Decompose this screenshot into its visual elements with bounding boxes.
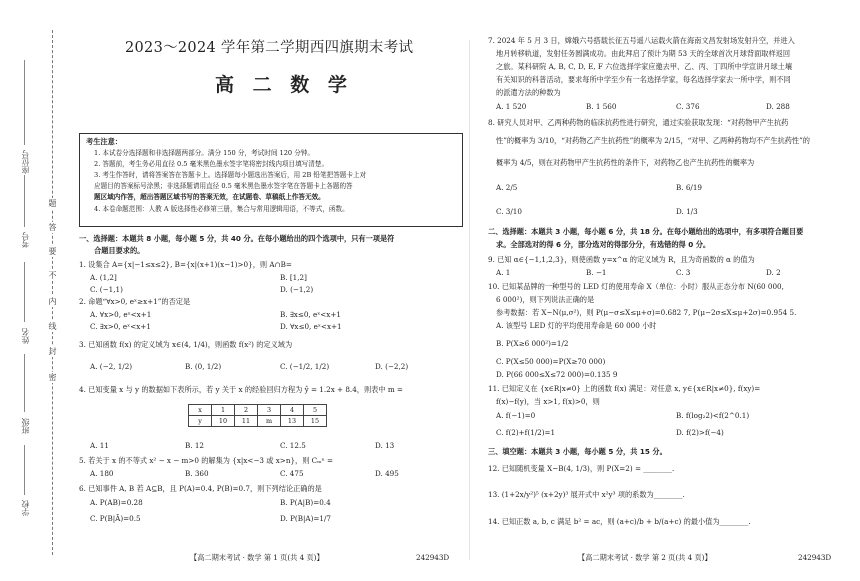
- option: D. (−1,2): [280, 285, 314, 294]
- question-13: 13. (1+2x/y²)⁵ (x+2y)³ 展开式中 x²y³ 项的系数为________.: [488, 490, 685, 499]
- paper-code: 242943D: [416, 553, 450, 562]
- option: A. (−2, 1/2): [90, 362, 133, 371]
- question-7-line: 有关知识的科普活动，要求每所中学至少有一名选择学家，每名选择学家去一所中学，则不同: [496, 75, 791, 84]
- notice-line: 2. 答题前，考生务必用直径 0.5 毫米黑色墨水签字笔将密封线内项目填写清楚。: [94, 160, 329, 168]
- question-10-line: 10. 已知某品牌的一种型号的 LED 灯的使用寿命 X（单位：小时）服从正态分布 N(60 000,: [488, 282, 784, 291]
- section-1-heading: 一、选择题：本题共 8 小题，每小题 5 分，共 40 分。在每小题给出的四个选项中，只有一项是符: [79, 234, 395, 243]
- school-field: [24, 445, 25, 495]
- option: A. 180: [90, 469, 114, 478]
- exam-page-2: [478, 0, 854, 581]
- seal-char: 不: [48, 271, 57, 280]
- option: C. 376: [676, 102, 700, 111]
- notice-line: 3. 考生作答时，请将答案答在答题卡上。选择题每小题选出答案后，用 2B 铅笔把答题卡上对: [94, 171, 367, 179]
- question-8-line: 概率为 4/5，则在对药物甲产生抗药性的条件下，对药物乙也产生抗药性的概率为: [496, 158, 755, 167]
- option: A. (1,2]: [90, 273, 117, 282]
- option: D. 288: [766, 102, 790, 111]
- option: B. f(log₂2)<f(2^0.1): [676, 411, 750, 420]
- name-field: [24, 262, 25, 322]
- option: D. 495: [375, 469, 399, 478]
- question-8-line: 8. 研究人员对甲、乙两种药物的临床抗药性进行研究，通过实验获取发现：“对药物甲产生抗药: [488, 118, 789, 127]
- option: A. 该型号 LED 灯的平均使用寿命是 60 000 小时: [496, 321, 657, 330]
- option: B. ∃x≤0, eˣ<x+1: [280, 310, 341, 319]
- exam-number-label: 考号: [21, 232, 30, 248]
- section-1-heading-cont: 合题目要求的。: [94, 246, 145, 255]
- question-7-line: 之旅。某科研院 A, B, C, D, E, F 六位选择学家应邀去甲、乙、丙、丁四所中学宣讲月球土壤: [496, 62, 793, 71]
- question-2: 2. 命题“∀x>0, eˣ≥x+1”的否定是: [79, 297, 191, 306]
- option: B. P(X≥6 000²)=1/2: [496, 339, 569, 348]
- option: D. f(2)>f(−4): [676, 428, 724, 437]
- table-row: [189, 416, 327, 427]
- option: C. (−1,1): [90, 285, 123, 294]
- question-7-line: 地月转移轨道，发射任务圆满成功。由此拜启了预计为期 53 天的全球首次月球背面取样返回: [496, 49, 791, 58]
- option: D. 2: [766, 268, 781, 277]
- subject-title: 高 二 数 学: [215, 74, 353, 96]
- table-cell: 1: [212, 405, 235, 416]
- seal-char: 线: [48, 322, 57, 331]
- page-divider: [469, 40, 470, 560]
- exam-title: 2023～2024 学年第二学期西四旗期末考试: [125, 40, 414, 56]
- option: A. P(AB)=0.28: [90, 498, 143, 507]
- question-11-line: 11. 已知定义在 {x∈R|x≠0} 上的函数 f(x) 满足：对任意 x, y∈{x∈R|x≠0}, f(xy)=: [488, 384, 761, 393]
- table-cell: 2: [235, 405, 258, 416]
- seal-char: 要: [48, 247, 57, 256]
- notice-line: 题区域内作答，超出答题区域书写的答案无效，在试题卷、草稿纸上作答无效。: [94, 193, 325, 201]
- table-cell: 13: [281, 416, 304, 427]
- question-6: 6. 已知事件 A, B 若 A⊆B，且 P(A)=0.4, P(B)=0.7，则下列结论正确的是: [79, 484, 322, 493]
- option: B. −1: [586, 268, 607, 277]
- option: B. [1,2]: [280, 273, 307, 282]
- option: C. 3: [676, 268, 691, 277]
- question-9: 9. 已知 α∈{−1,1,2,3}，则使函数 y=x^α 的定义域为 R，且为奇函数的 α 的值为: [488, 255, 755, 264]
- seal-char: 密: [48, 373, 57, 382]
- option: A. ∀x>0, eˣ<x+1: [90, 310, 152, 319]
- question-7-line: 7. 2024 年 5 月 3 日，嫦娥六号搭载长征五号遥八运载火箭在海南文昌发射场发射升空，并进入: [488, 36, 795, 45]
- question-5: 5. 若关于 x 的不等式 x² − x − m>0 的解集为 {x|x<−3 或 x>n}，则 Cₘⁿ =: [79, 456, 334, 465]
- option: C. P(X≤50 000)=P(X≥70 000): [496, 357, 606, 366]
- table-cell: 3: [258, 405, 281, 416]
- notice-line: 4. 本卷命题范围：人教 A 版选择性必修第三册，集合与常用逻辑用语，不等式，函数。: [94, 205, 349, 213]
- question-8-line: 性”的概率为 3/10，“对药物乙产生抗药性”的概率为 2/15，“对甲、乙两种药物均不产生抗药性”的: [496, 136, 810, 145]
- seal-char: 内: [48, 297, 57, 306]
- option: D. (−2,2): [375, 362, 409, 371]
- question-10-line: 参考数据：若 X~N(μ,σ²)，则 P(μ−σ≤X≤μ+σ)=0.682 7, P(μ−2σ≤X≤μ+2σ)=0.954 5.: [496, 308, 797, 317]
- table-cell: 15: [304, 416, 327, 427]
- seat-number-field: [24, 60, 25, 145]
- table-cell: m: [258, 416, 281, 427]
- option: A. f(−1)=0: [496, 411, 536, 420]
- question-7-line: 的派遣方法的种数为: [496, 88, 561, 97]
- section-2-heading: 二、选择题：本题共 3 小题，每小题 6 分，共 18 分。在每小题给出的选项中，有多项符合题目要: [488, 227, 804, 236]
- seal-char: 答: [48, 223, 57, 232]
- question-14: 14. 已知正数 a, b, c 满足 b² = ac，则 (a+c)/b + b/(a+c) 的最小值为________.: [488, 517, 751, 526]
- option: C. P(B|Ā)=0.5: [90, 514, 141, 523]
- class-field: [24, 354, 25, 412]
- option: D. 1/3: [676, 207, 698, 216]
- notice-line: 1. 本试卷分选择题和非选择题两部分。满分 150 分，考试时间 120 分钟。: [94, 149, 314, 157]
- page-footer: 【高二期末考试 · 数学 第 1 页(共 4 页)】: [190, 553, 324, 562]
- exam-page-1: [70, 0, 465, 581]
- option: D. ∀x≤0, eˣ<x+1: [280, 322, 342, 331]
- class-label: 班级: [21, 418, 30, 434]
- exam-number-field: [24, 175, 25, 227]
- table-cell: 5: [304, 405, 327, 416]
- option: B. 1 560: [586, 102, 617, 111]
- option: C. ∃x>0, eˣ<x+1: [90, 322, 151, 331]
- option: C. 3/10: [496, 207, 522, 216]
- section-2-heading-cont: 求。全部选对的得 6 分，部分选对的得部分分，有选错的得 0 分。: [496, 240, 711, 249]
- notice-line: 应题目的答案标号涂黑；非选择题请用直径 0.5 毫米黑色墨水签字笔在答题卡上各题的答: [94, 182, 353, 190]
- option: A. 1 520: [496, 102, 527, 111]
- table-cell: x: [189, 405, 212, 416]
- question-4: 4. 已知变量 x 与 y 的数据如下表所示，若 y 关于 x 的经验回归方程为 ŷ = 1.2x + 8.4，则表中 m =: [79, 385, 403, 394]
- option: B. 12: [185, 441, 204, 450]
- notice-heading: 考生注意：: [86, 137, 122, 146]
- table-cell: y: [189, 416, 212, 427]
- table-row: [189, 405, 327, 416]
- option: D. 13: [375, 441, 395, 450]
- table-cell: 10: [212, 416, 235, 427]
- page-footer: 【高二期末考试 · 数学 第 2 页(共 4 页)】: [578, 553, 712, 562]
- table-cell: 11: [235, 416, 258, 427]
- data-table: [188, 404, 327, 427]
- paper-code: 242943D: [798, 553, 832, 562]
- binding-strip: [0, 0, 70, 581]
- seal-char: 题: [48, 199, 57, 208]
- option: C. 475: [280, 469, 304, 478]
- question-3: 3. 已知函数 f(x) 的定义域为 x∈(4, 1/4)，则函数 f(x²) 的定义域为: [79, 340, 293, 349]
- option: B. 360: [185, 469, 209, 478]
- option: D. P(B|A)=1/7: [280, 514, 332, 523]
- option: C. 12.5: [280, 441, 306, 450]
- section-3-heading: 三、填空题：本题共 3 小题，每小题 5 分，共 15 分。: [488, 447, 667, 456]
- option: B. (0, 1/2): [185, 362, 222, 371]
- option: C. (−1/2, 1/2): [280, 362, 330, 371]
- question-12: 12. 已知随机变量 X~B(4, 1/3)，则 P(X=2) = ________.: [488, 464, 675, 473]
- question-10-line: 6 000²)，则下列说法正确的是: [496, 295, 595, 304]
- seal-char: 封: [48, 347, 57, 356]
- table-cell: 4: [281, 405, 304, 416]
- question-11-line: f(x)−f(y)，当 x>1, f(x)>0，则: [496, 397, 600, 406]
- option: C. f(2)+f(1/2)=1: [496, 428, 556, 437]
- option: D. P(66 000≤X≤72 000)=0.135 9: [496, 370, 618, 379]
- option: B. P(A|B)=0.4: [280, 498, 331, 507]
- name-label: 姓名: [21, 328, 30, 344]
- option: A. 2/5: [496, 183, 518, 192]
- question-1: 1. 设集合 A={x|−1≤x≤2}, B={x|(x+1)(x−1)>0}，则 A∩B=: [79, 260, 292, 269]
- seal-line: [52, 30, 53, 555]
- option: A. 1: [496, 268, 511, 277]
- school-label: 学校: [21, 500, 30, 516]
- option: A. 11: [90, 441, 109, 450]
- seat-number-label: 座位号: [21, 150, 30, 174]
- option: B. 6/19: [676, 183, 702, 192]
